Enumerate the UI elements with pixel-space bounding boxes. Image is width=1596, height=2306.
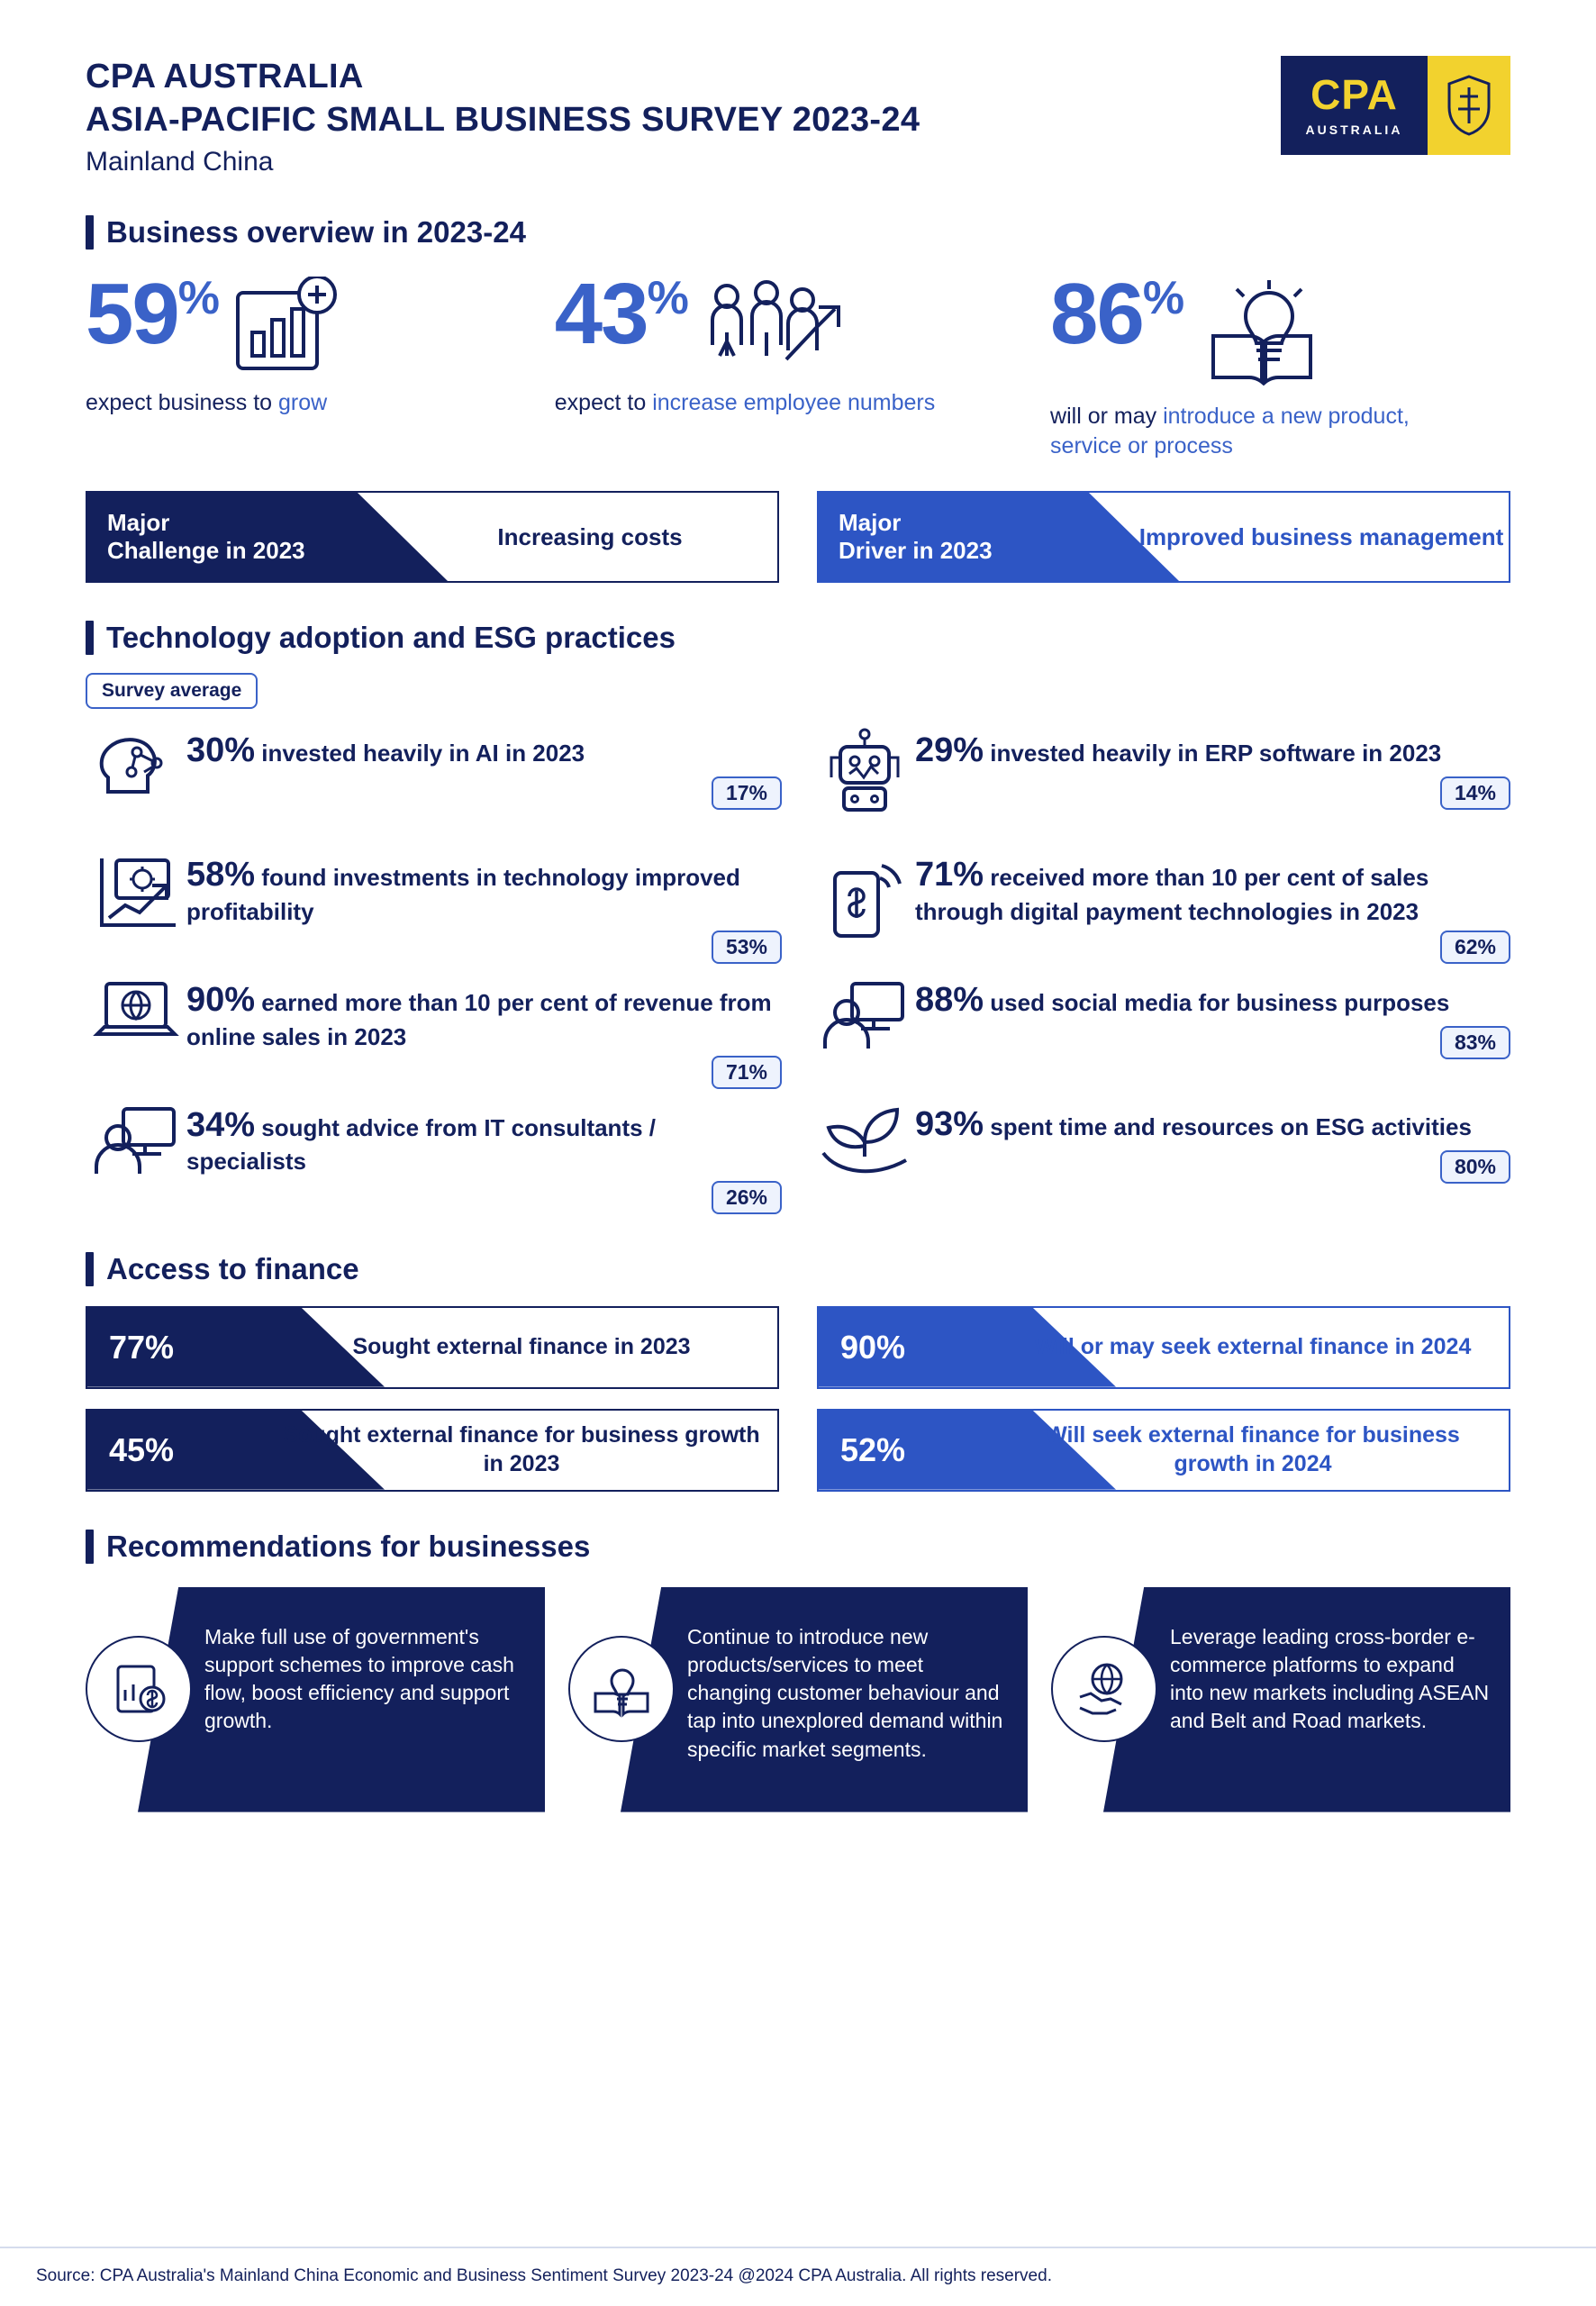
finance-label: Will seek external finance for business growth in 2024 <box>1046 1422 1460 1476</box>
laptop-globe-icon <box>86 973 186 1050</box>
finance-value: 45% <box>109 1430 175 1468</box>
tech-stat-text: 90% earned more than 10 per cent of revenue from online sales in 2023 <box>186 980 772 1050</box>
survey-average-legend: Survey average <box>86 673 258 709</box>
survey-average-badge: 26% <box>712 1181 782 1214</box>
tech-stat-row <box>814 973 1510 1088</box>
tech-stat-row <box>814 848 1510 964</box>
mobile-payment-icon <box>814 848 915 941</box>
overview-stats <box>86 266 1510 460</box>
esg-plant-hand-icon <box>814 1097 915 1178</box>
section-heading-recommendations <box>86 1530 1510 1564</box>
overview-stat-2 <box>554 266 1050 460</box>
survey-average-badge: 71% <box>712 1056 782 1089</box>
section-title-technology: Technology adoption and ESG practices <box>106 621 676 654</box>
tech-stat-row <box>814 1097 1510 1212</box>
finance-label: Will or may seek external finance in 2024 <box>1034 1334 1472 1360</box>
page-header <box>86 0 1510 177</box>
recommendation-text: Leverage leading cross-border e-commerce platforms to expand into new markets including ASEAN and Belt and Road markets. <box>1170 1624 1490 1733</box>
major-challenge-label: Major Challenge in 2023 <box>107 508 305 564</box>
survey-average-badge: 53% <box>712 931 782 964</box>
finance-grid <box>86 1306 1510 1492</box>
tech-stat-text: 71% received more than 10 per cent of sales through digital payment technologies in 2023 <box>915 856 1429 925</box>
survey-average-badge: 80% <box>1440 1150 1510 1184</box>
social-media-user-icon <box>814 973 915 1054</box>
robot-icon <box>814 723 915 817</box>
tech-stat-text: 29% invested heavily in ERP software in 2023 <box>915 731 1442 769</box>
major-driver-value: Improved business management <box>1138 522 1504 550</box>
recommendations-row <box>86 1587 1510 1812</box>
lightbulb-book-icon <box>1195 277 1321 389</box>
page-title <box>86 56 920 141</box>
finance-column-left <box>86 1306 779 1492</box>
survey-average-badge: 17% <box>712 776 782 810</box>
section-title-overview: Business overview in 2023-24 <box>106 215 526 249</box>
overview-stat-3 <box>1050 266 1510 460</box>
finance-value: 77% <box>109 1328 175 1366</box>
tech-stat-text: 30% invested heavily in AI in 2023 <box>186 731 585 769</box>
title-line-1: CPA AUSTRALIA <box>86 58 364 95</box>
tech-stat-text: 58% found investments in technology improved profitability <box>186 856 740 925</box>
ai-head-icon <box>86 723 186 804</box>
tech-stat-text: 88% used social media for business purposes <box>915 980 1450 1019</box>
recommendation-card <box>568 1587 1028 1812</box>
finance-banner <box>817 1409 1510 1492</box>
overview-banner-row <box>86 491 1510 583</box>
cash-flow-chart-icon <box>86 1636 192 1742</box>
overview-stat-3-caption: will or may introduce a new product, service or process <box>1050 404 1410 458</box>
tech-stat-text: 93% spent time and resources on ESG activities <box>915 1104 1472 1143</box>
global-handshake-icon <box>1051 1636 1157 1742</box>
heading-accent-bar <box>86 621 94 655</box>
people-growth-icon <box>700 277 848 376</box>
section-title-finance: Access to finance <box>106 1251 359 1285</box>
finance-label: Sought external finance in 2023 <box>352 1334 691 1360</box>
overview-stat-3-value: 86% <box>1050 266 1183 362</box>
lightbulb-book-icon <box>568 1636 675 1742</box>
finance-value: 52% <box>840 1430 906 1468</box>
section-title-recommendations: Recommendations for businesses <box>106 1529 591 1563</box>
tech-stat-row <box>86 723 782 839</box>
overview-stat-2-caption: expect to increase employee numbers <box>554 390 936 415</box>
logo-cpa-text: CPA <box>1310 71 1398 118</box>
logo-crest-block <box>1428 56 1510 155</box>
overview-stat-1-caption: expect business to grow <box>86 390 328 415</box>
finance-label: Sought external finance for business growth in 2023 <box>283 1422 760 1476</box>
source-divider <box>0 2247 1596 2248</box>
finance-column-right <box>817 1306 1510 1492</box>
major-challenge-banner <box>86 491 779 583</box>
overview-stat-1-value: 59% <box>86 266 219 362</box>
major-driver-banner <box>817 491 1510 583</box>
recommendation-card <box>1051 1587 1510 1812</box>
finance-value: 90% <box>840 1328 906 1366</box>
cpa-australia-logo <box>1281 56 1510 155</box>
tech-profit-chart-icon <box>86 848 186 934</box>
major-driver-label: Major Driver in 2023 <box>839 508 993 564</box>
title-line-2: ASIA-PACIFIC SMALL BUSINESS SURVEY 2023-24 <box>86 100 920 139</box>
page-subtitle: Mainland China <box>86 147 274 177</box>
survey-average-badge: 83% <box>1440 1026 1510 1059</box>
crest-icon <box>1444 73 1494 138</box>
heading-accent-bar <box>86 1252 94 1286</box>
heading-accent-bar <box>86 215 94 250</box>
title-block <box>86 56 920 177</box>
finance-banner <box>86 1306 779 1389</box>
survey-average-badge: 62% <box>1440 931 1510 964</box>
source-note: Source: CPA Australia's Mainland China Economic and Business Sentiment Survey 2023-24 @2024 CPA Australia. All rights reserved. <box>36 2266 1052 2285</box>
overview-stat-2-value: 43% <box>554 266 687 362</box>
recommendation-text: Continue to introduce new products/services to meet changing customer behaviour and tap into unexplored demand within specific market segments. <box>687 1624 1003 1761</box>
technology-column-right <box>814 723 1510 1214</box>
overview-stat-1 <box>86 266 555 460</box>
technology-grid <box>86 723 1510 1214</box>
recommendation-card <box>86 1587 545 1812</box>
tech-stat-text: 34% sought advice from IT consultants / specialists <box>186 1105 657 1176</box>
tech-stat-row <box>86 848 782 964</box>
bar-chart-plus-icon <box>231 277 339 376</box>
logo-australia-text: AUSTRALIA <box>1305 123 1403 137</box>
finance-banner <box>86 1409 779 1492</box>
logo-text-block <box>1281 56 1428 155</box>
finance-banner <box>817 1306 1510 1389</box>
survey-average-badge: 14% <box>1440 776 1510 810</box>
heading-accent-bar <box>86 1530 94 1564</box>
technology-column-left <box>86 723 782 1214</box>
tech-stat-row <box>86 973 782 1089</box>
major-challenge-value: Increasing costs <box>497 522 683 550</box>
section-heading-overview <box>86 215 1510 250</box>
section-heading-technology <box>86 621 1510 655</box>
it-consultant-icon <box>86 1098 186 1179</box>
recommendation-text: Make full use of government's support schemes to improve cash flow, boost efficiency and support growth. <box>204 1624 514 1733</box>
tech-stat-row <box>86 1098 782 1214</box>
section-heading-finance <box>86 1252 1510 1286</box>
tech-stat-row <box>814 723 1510 839</box>
